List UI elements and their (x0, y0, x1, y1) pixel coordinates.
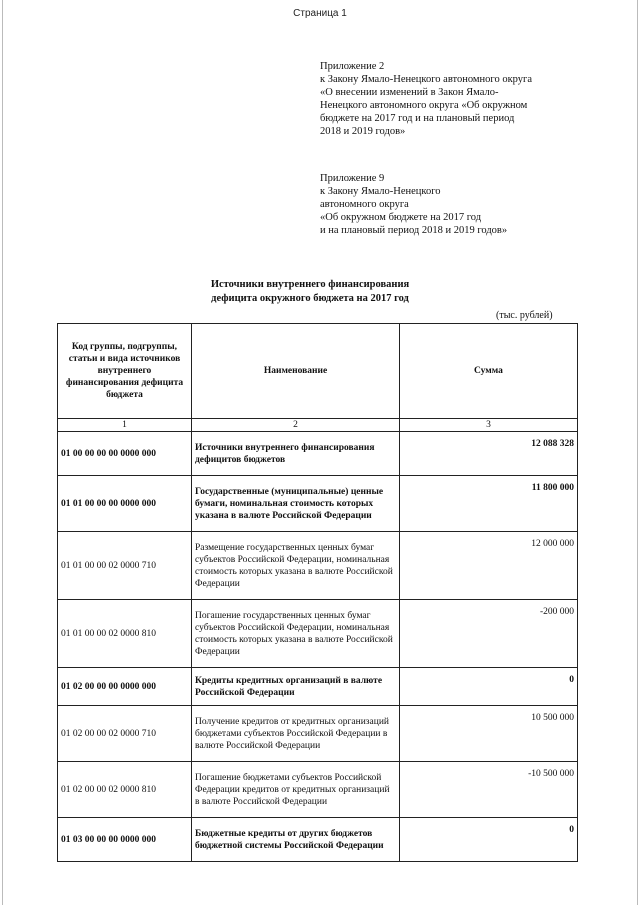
row-name: Бюджетные кредиты от других бюджетов бюджетной системы Российской Федерации (192, 818, 400, 862)
header-name: Наименование (192, 324, 400, 419)
page-header: Страница 1 (293, 8, 347, 19)
row-name: Получение кредитов от кредитных организаций бюджетами субъектов Российской Федерации в валюте Российской Федерации (192, 706, 400, 762)
table-row (58, 432, 578, 476)
row-code: 01 00 00 00 00 0000 000 (58, 432, 192, 476)
row-code: 01 01 00 00 00 0000 000 (58, 476, 192, 532)
row-name: Размещение государственных ценных бумаг субъектов Российской Федерации, номинальная стоимость которых указана в валюте Российской Федерации (192, 532, 400, 600)
title-line-1: Источники внутреннего финансирования (210, 279, 410, 290)
appendix-9-line: автономного округа (320, 199, 409, 210)
title-line-2: дефицита окружного бюджета на 2017 год (211, 293, 409, 304)
row-code: 01 02 00 00 02 0000 810 (58, 762, 192, 818)
row-name: Государственные (муниципальные) ценные бумаги, номинальная стоимость которых указана в валюте Российской Федерации (192, 476, 400, 532)
row-amount: 0 (400, 818, 578, 862)
appendix-2-line: к Закону Ямало-Ненецкого автономного округа (320, 74, 532, 85)
appendix-9-line: «Об окружном бюджете на 2017 год (320, 212, 482, 223)
table-row (58, 668, 578, 706)
table-row (58, 476, 578, 532)
row-name: Источники внутреннего финансирования дефицитов бюджетов (192, 432, 400, 476)
row-amount: 11 800 000 (400, 476, 578, 532)
row-amount: 0 (400, 668, 578, 706)
table-row (58, 532, 578, 600)
row-name: Кредиты кредитных организаций в валюте Российской Федерации (192, 668, 400, 706)
units-label: (тыс. рублей) (496, 310, 553, 321)
table-row (58, 818, 578, 862)
row-code: 01 01 00 00 02 0000 710 (58, 532, 192, 600)
header-amount: Сумма (400, 324, 578, 419)
column-number: 2 (192, 419, 400, 432)
table-row (58, 706, 578, 762)
column-number: 3 (400, 419, 578, 432)
row-amount: 12 088 328 (400, 432, 578, 476)
financing-sources-table (57, 323, 578, 862)
row-code: 01 01 00 00 02 0000 810 (58, 600, 192, 668)
scan-edge-right (637, 0, 638, 905)
row-code: 01 02 00 00 02 0000 710 (58, 706, 192, 762)
appendix-2-line: Приложение 2 (320, 61, 385, 72)
row-name: Погашение бюджетами субъектов Российской Федерации кредитов от кредитных организаций в валюте Российской Федерации (192, 762, 400, 818)
appendix-9-line: к Закону Ямало-Ненецкого (320, 186, 441, 197)
table-row (58, 762, 578, 818)
row-amount: -10 500 000 (400, 762, 578, 818)
appendix-9-line: и на плановый период 2018 и 2019 годов» (320, 225, 508, 236)
header-code: Код группы, подгруппы, статьи и вида источников внутреннего финансирования дефицита бюджета (58, 324, 192, 419)
scan-edge-left (2, 0, 3, 905)
appendix-2-line: «О внесении изменений в Закон Ямало- (320, 87, 499, 98)
row-amount: 12 000 000 (400, 532, 578, 600)
row-amount: 10 500 000 (400, 706, 578, 762)
appendix-2-line: бюджете на 2017 год и на плановый период (320, 113, 515, 124)
column-number-row (58, 419, 578, 432)
table-header-row (58, 324, 578, 419)
appendix-9-block (320, 172, 507, 237)
appendix-2-line: 2018 и 2019 годов» (320, 126, 406, 137)
document-title (190, 278, 430, 306)
row-name: Погашение государственных ценных бумаг субъектов Российской Федерации, номинальная стоимость которых указана в валюте Российской Федерации (192, 600, 400, 668)
appendix-2-line: Ненецкого автономного округа «Об окружном (320, 100, 528, 111)
column-number: 1 (58, 419, 192, 432)
table-row (58, 600, 578, 668)
row-code: 01 02 00 00 00 0000 000 (58, 668, 192, 706)
appendix-2-block (320, 60, 532, 138)
row-amount: -200 000 (400, 600, 578, 668)
row-code: 01 03 00 00 00 0000 000 (58, 818, 192, 862)
appendix-9-line: Приложение 9 (320, 173, 385, 184)
